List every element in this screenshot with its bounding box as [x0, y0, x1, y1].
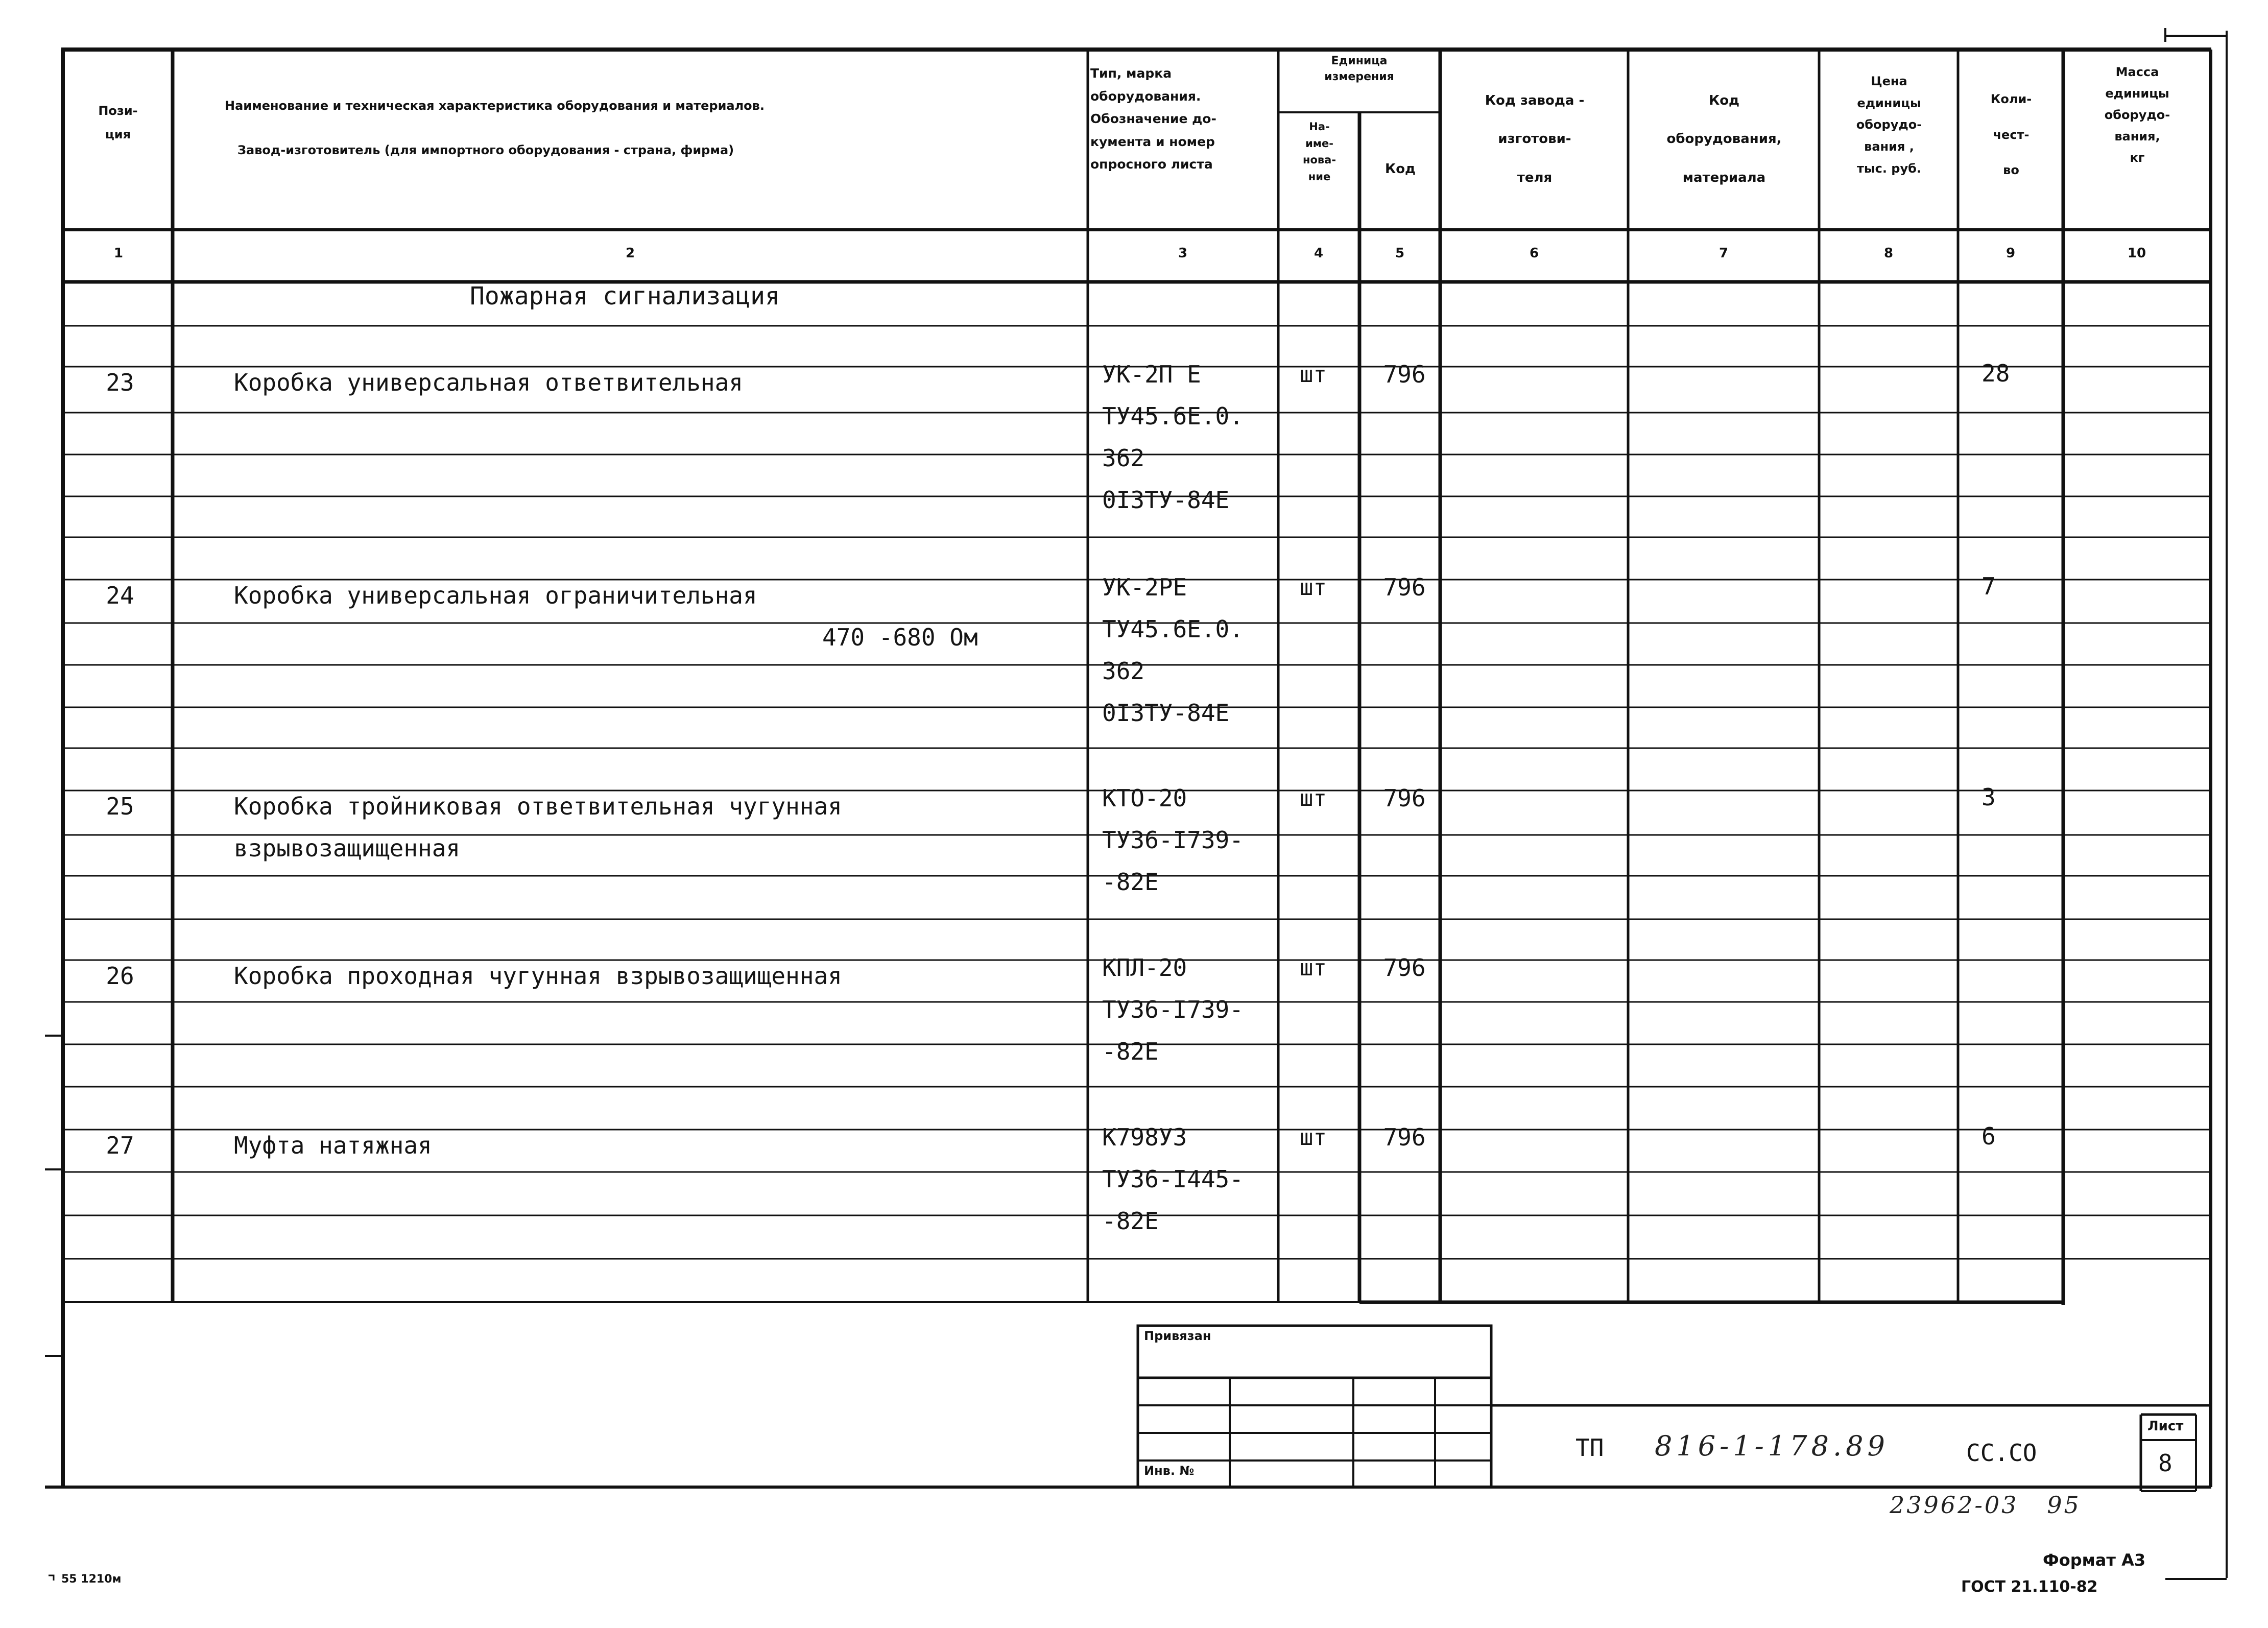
item-type: -82Е — [1102, 1038, 1159, 1065]
item-type: УК-2П Е — [1102, 361, 1201, 388]
header-unit-code: Код — [1384, 161, 1416, 177]
item-type: ТУ36-I739- — [1102, 996, 1244, 1023]
item-name: Коробка универсальная ответвительная — [234, 369, 743, 396]
item-unit-code: 796 — [1383, 784, 1426, 812]
item-position: 26 — [106, 962, 134, 990]
item-type: КПЛ-20 — [1102, 954, 1187, 981]
header-type: Тип, марка оборудования. Обозначение до- кумента и номер опросного листа — [1090, 66, 1216, 172]
header-price: Цена единицы оборудо- вания , тыс. руб. — [1856, 74, 1922, 176]
item-name: Коробка проходная чугунная взрывозащищенная — [234, 962, 842, 990]
header-mass: Масса единицы оборудо- вания, кг — [2104, 65, 2170, 165]
header-equipment-code: Код оборудования, материала — [1666, 93, 1782, 185]
item-quantity: 7 — [1981, 572, 1996, 600]
item-position: 24 — [106, 582, 134, 609]
item-unit: шт — [1300, 955, 1327, 981]
doc-suffix: СС.СО — [1966, 1439, 2037, 1467]
item-unit: шт — [1300, 785, 1327, 811]
item-name: взрывозащищенная — [234, 834, 461, 862]
column-number: 1 — [113, 246, 124, 261]
item-position: 23 — [106, 369, 134, 396]
item-unit-code: 796 — [1383, 361, 1426, 388]
item-name: Муфта натяжная — [234, 1132, 432, 1159]
item-type: 0I3ТУ-84Е — [1102, 699, 1230, 727]
doc-prefix: ТП — [1575, 1434, 1604, 1462]
item-quantity: 3 — [1981, 783, 1996, 811]
sheet-number: 8 — [2158, 1449, 2172, 1477]
column-number: 9 — [2006, 246, 2016, 261]
column-number: 4 — [1314, 246, 1324, 261]
item-name-extra: 470 -680 Ом — [822, 624, 978, 651]
header-name-line1: Наименование и техническая характеристика оборудования и материалов. — [225, 99, 765, 113]
item-type: 0I3ТУ-84Е — [1102, 486, 1230, 514]
column-number: 2 — [625, 246, 635, 261]
column-number: 7 — [1718, 246, 1729, 261]
corner-code: 55 1210м — [61, 1573, 122, 1586]
gost-label: ГОСТ 21.110-82 — [1961, 1578, 2098, 1596]
item-type: ТУ45.6Е.0. — [1102, 615, 1244, 643]
item-type: 362 — [1102, 657, 1145, 685]
header-unit-group: Единица измерения — [1324, 55, 1394, 83]
format-label: Формат А3 — [2043, 1550, 2146, 1570]
header-position: Пози- ция — [98, 104, 138, 141]
stamp-privyazan: Привязан — [1144, 1329, 1211, 1343]
item-type: ТУ36-I739- — [1102, 826, 1244, 854]
sheet-label: Лист — [2147, 1419, 2184, 1434]
header-unit-name: На- име- нова- ние — [1302, 121, 1336, 183]
item-type: КТО-20 — [1102, 784, 1187, 812]
item-unit: шт — [1300, 362, 1327, 388]
item-name: Коробка тройниковая ответвительная чугунная — [234, 793, 842, 820]
item-type: -82Е — [1102, 868, 1159, 896]
column-number: 5 — [1395, 246, 1405, 261]
item-type: ТУ45.6Е.0. — [1102, 402, 1244, 430]
column-number: 10 — [2127, 246, 2146, 261]
item-name: Коробка универсальная ограничительная — [234, 582, 757, 609]
section-title: Пожарная сигнализация — [470, 282, 780, 310]
stamp-inv-no: Инв. № — [1144, 1464, 1195, 1478]
item-unit: шт — [1300, 574, 1327, 601]
doc-number: 816-1-178.89 — [1655, 1430, 1889, 1462]
item-unit: шт — [1300, 1124, 1327, 1151]
item-quantity: 28 — [1981, 360, 2010, 387]
item-position: 27 — [106, 1132, 134, 1159]
item-type: К798У3 — [1102, 1123, 1187, 1151]
column-number: 8 — [1883, 246, 1894, 261]
item-type: ТУ36-I445- — [1102, 1165, 1244, 1193]
item-unit-code: 796 — [1383, 1123, 1426, 1151]
header-name-line2: Завод-изготовитель (для импортного оборудования - страна, фирма) — [237, 143, 734, 157]
item-type: УК-2РЕ — [1102, 573, 1187, 601]
item-type: -82Е — [1102, 1207, 1159, 1235]
handwritten-note: 23962-03 95 — [1890, 1491, 2081, 1519]
header-quantity: Коли- чест- во — [1990, 92, 2032, 178]
item-unit-code: 796 — [1383, 573, 1426, 601]
item-unit-code: 796 — [1383, 954, 1426, 981]
item-type: 362 — [1102, 444, 1145, 472]
item-position: 25 — [106, 793, 134, 820]
header-factory-code: Код завода - изготови- теля — [1485, 93, 1585, 185]
column-number: 3 — [1178, 246, 1188, 261]
item-quantity: 6 — [1981, 1122, 1996, 1150]
column-number: 6 — [1529, 246, 1539, 261]
